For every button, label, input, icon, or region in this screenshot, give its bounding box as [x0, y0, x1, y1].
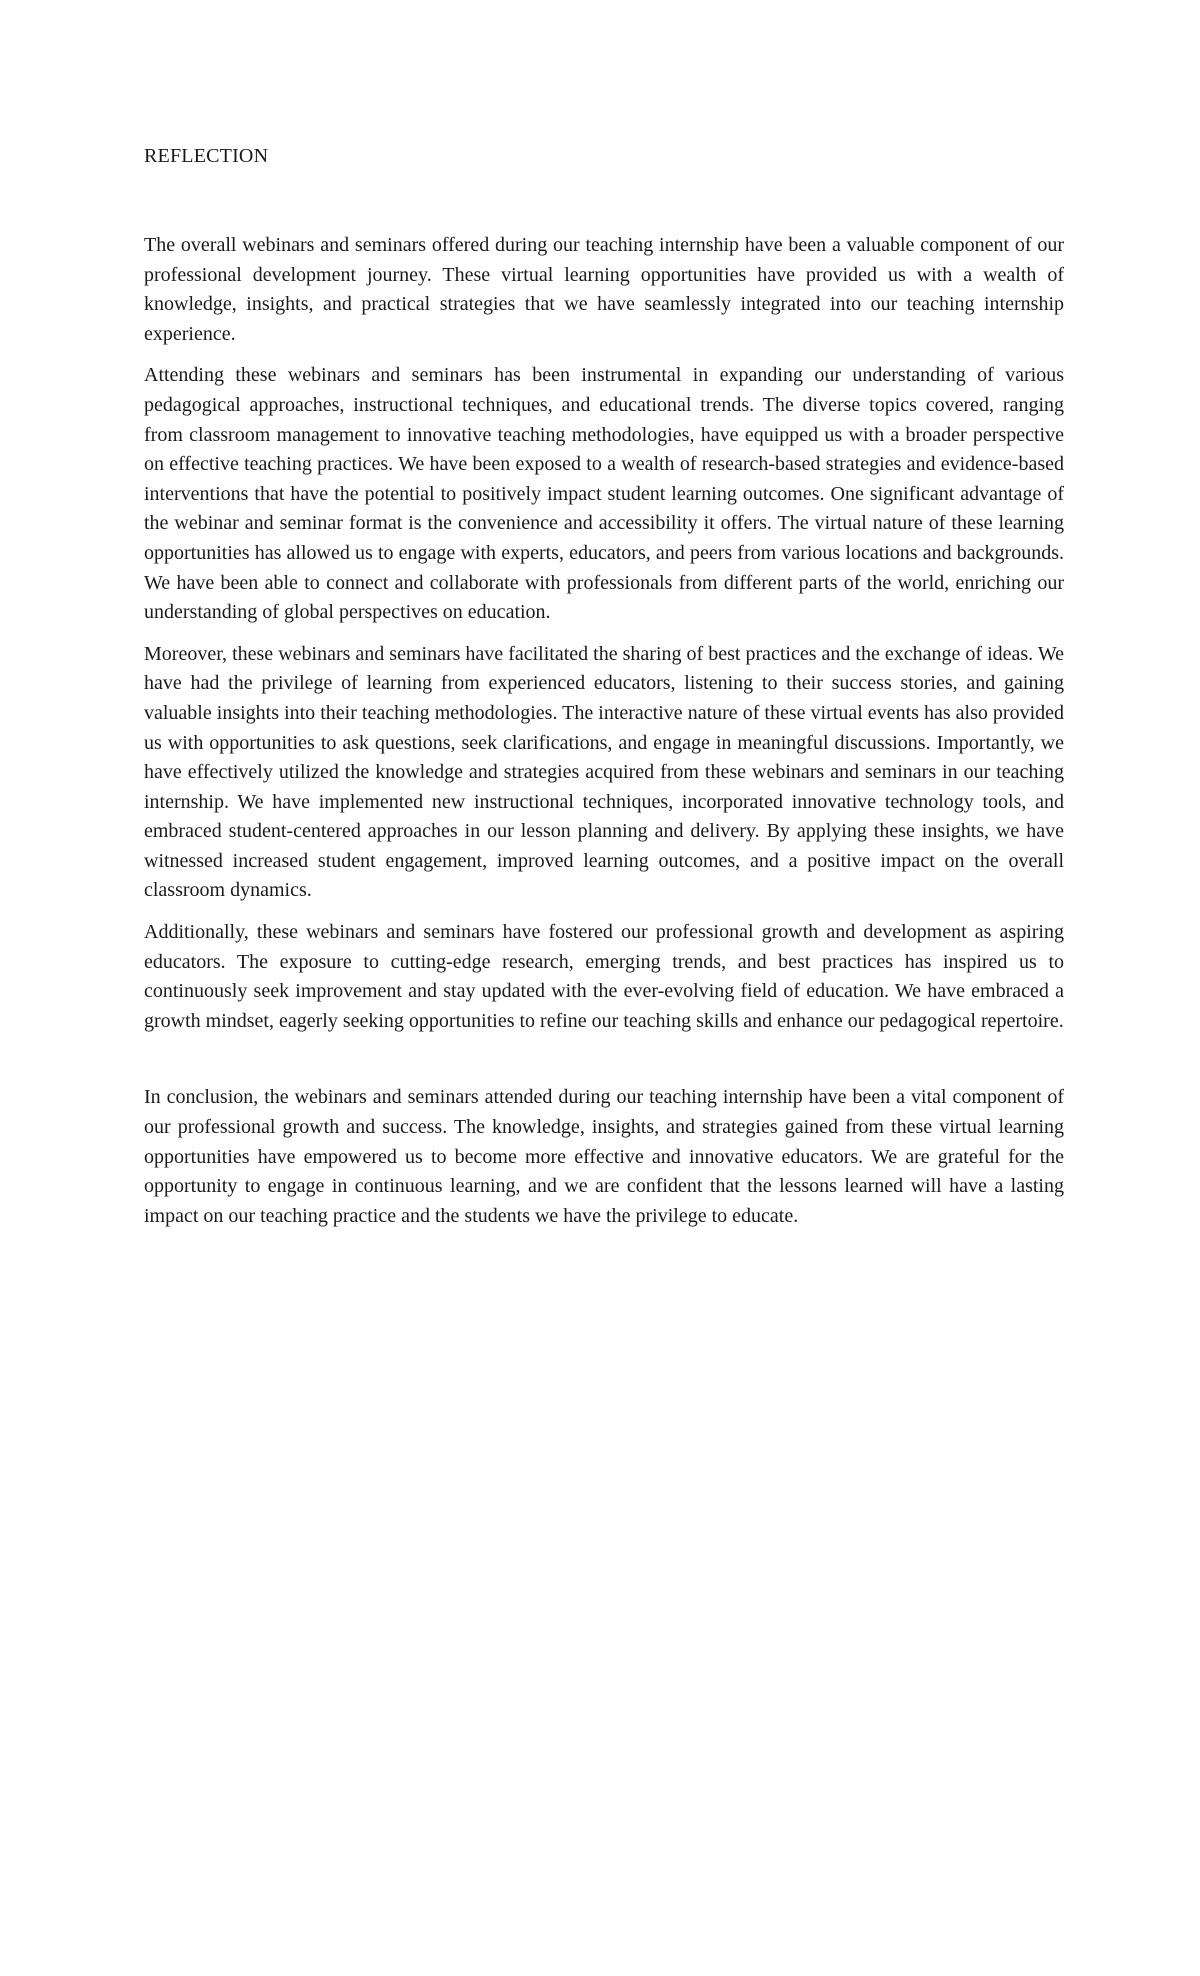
paragraph-understanding: Attending these webinars and seminars has been instrumental in expanding our understanding of various pedagogical approaches, instructional techniques, and educational trends. The diverse topics covered, ranging from classroom management to innovative teaching methodologies, have equipped us with a broader perspective on effective teaching practices. We have been exposed to a wealth of research-based strategies and evidence-based interventions that have the potential to positively impact student learning outcomes. One significant advantage of the webinar and seminar format is the convenience and accessibility it offers. The virtual nature of these learning opportunities has allowed us to engage with experts, educators, and peers from various locations and backgrounds. We have been able to connect and collaborate with professionals from different parts of the world, enriching our understanding of global perspectives on education.	[144, 364, 1064, 624]
paragraph-intro: The overall webinars and seminars offered during our teaching internship have been a valuable component of our professional development journey. These virtual learning opportunities have provided us with a wealth of knowledge, insights, and practical strategies that we have seamlessly integrated into our teaching internship experience.	[144, 234, 1064, 345]
paragraph-best-practices: Moreover, these webinars and seminars have facilitated the sharing of best practices and the exchange of ideas. We have had the privilege of learning from experienced educators, listening to their success stories, and gaining valuable insights into their teaching methodologies. The interactive nature of these virtual events has also provided us with opportunities to ask questions, seek clarifications, and engage in meaningful discussions. Importantly, we have effectively utilized the knowledge and strategies acquired from these webinars and seminars in our teaching internship. We have implemented new instructional techniques, incorporated innovative technology tools, and embraced student-centered approaches in our lesson planning and delivery. By applying these insights, we have witnessed increased student engagement, improved learning outcomes, and a positive impact on the overall classroom dynamics.	[144, 642, 1064, 902]
document-page	[144, 0, 1064, 1976]
document-body	[144, 231, 1064, 1243]
page-title: REFLECTION	[144, 145, 269, 167]
paragraph-professional-growth: Additionally, these webinars and seminars have fostered our professional growth and development as aspiring educators. The exposure to cutting-edge research, emerging trends, and best practices has inspired us to continuously seek improvement and stay updated with the ever-evolving field of education. We have embraced a growth mindset, eagerly seeking opportunities to refine our teaching skills and enhance our pedagogical repertoire.	[144, 921, 1064, 1032]
paragraph-conclusion: In conclusion, the webinars and seminars attended during our teaching internship have been a vital component of our professional growth and success. The knowledge, insights, and strategies gained from these virtual learning opportunities have empowered us to become more effective and innovative educators. We are grateful for the opportunity to engage in continuous learning, and we are confident that the lessons learned will have a lasting impact on our teaching practice and the students we have the privilege to educate.	[144, 1086, 1064, 1227]
